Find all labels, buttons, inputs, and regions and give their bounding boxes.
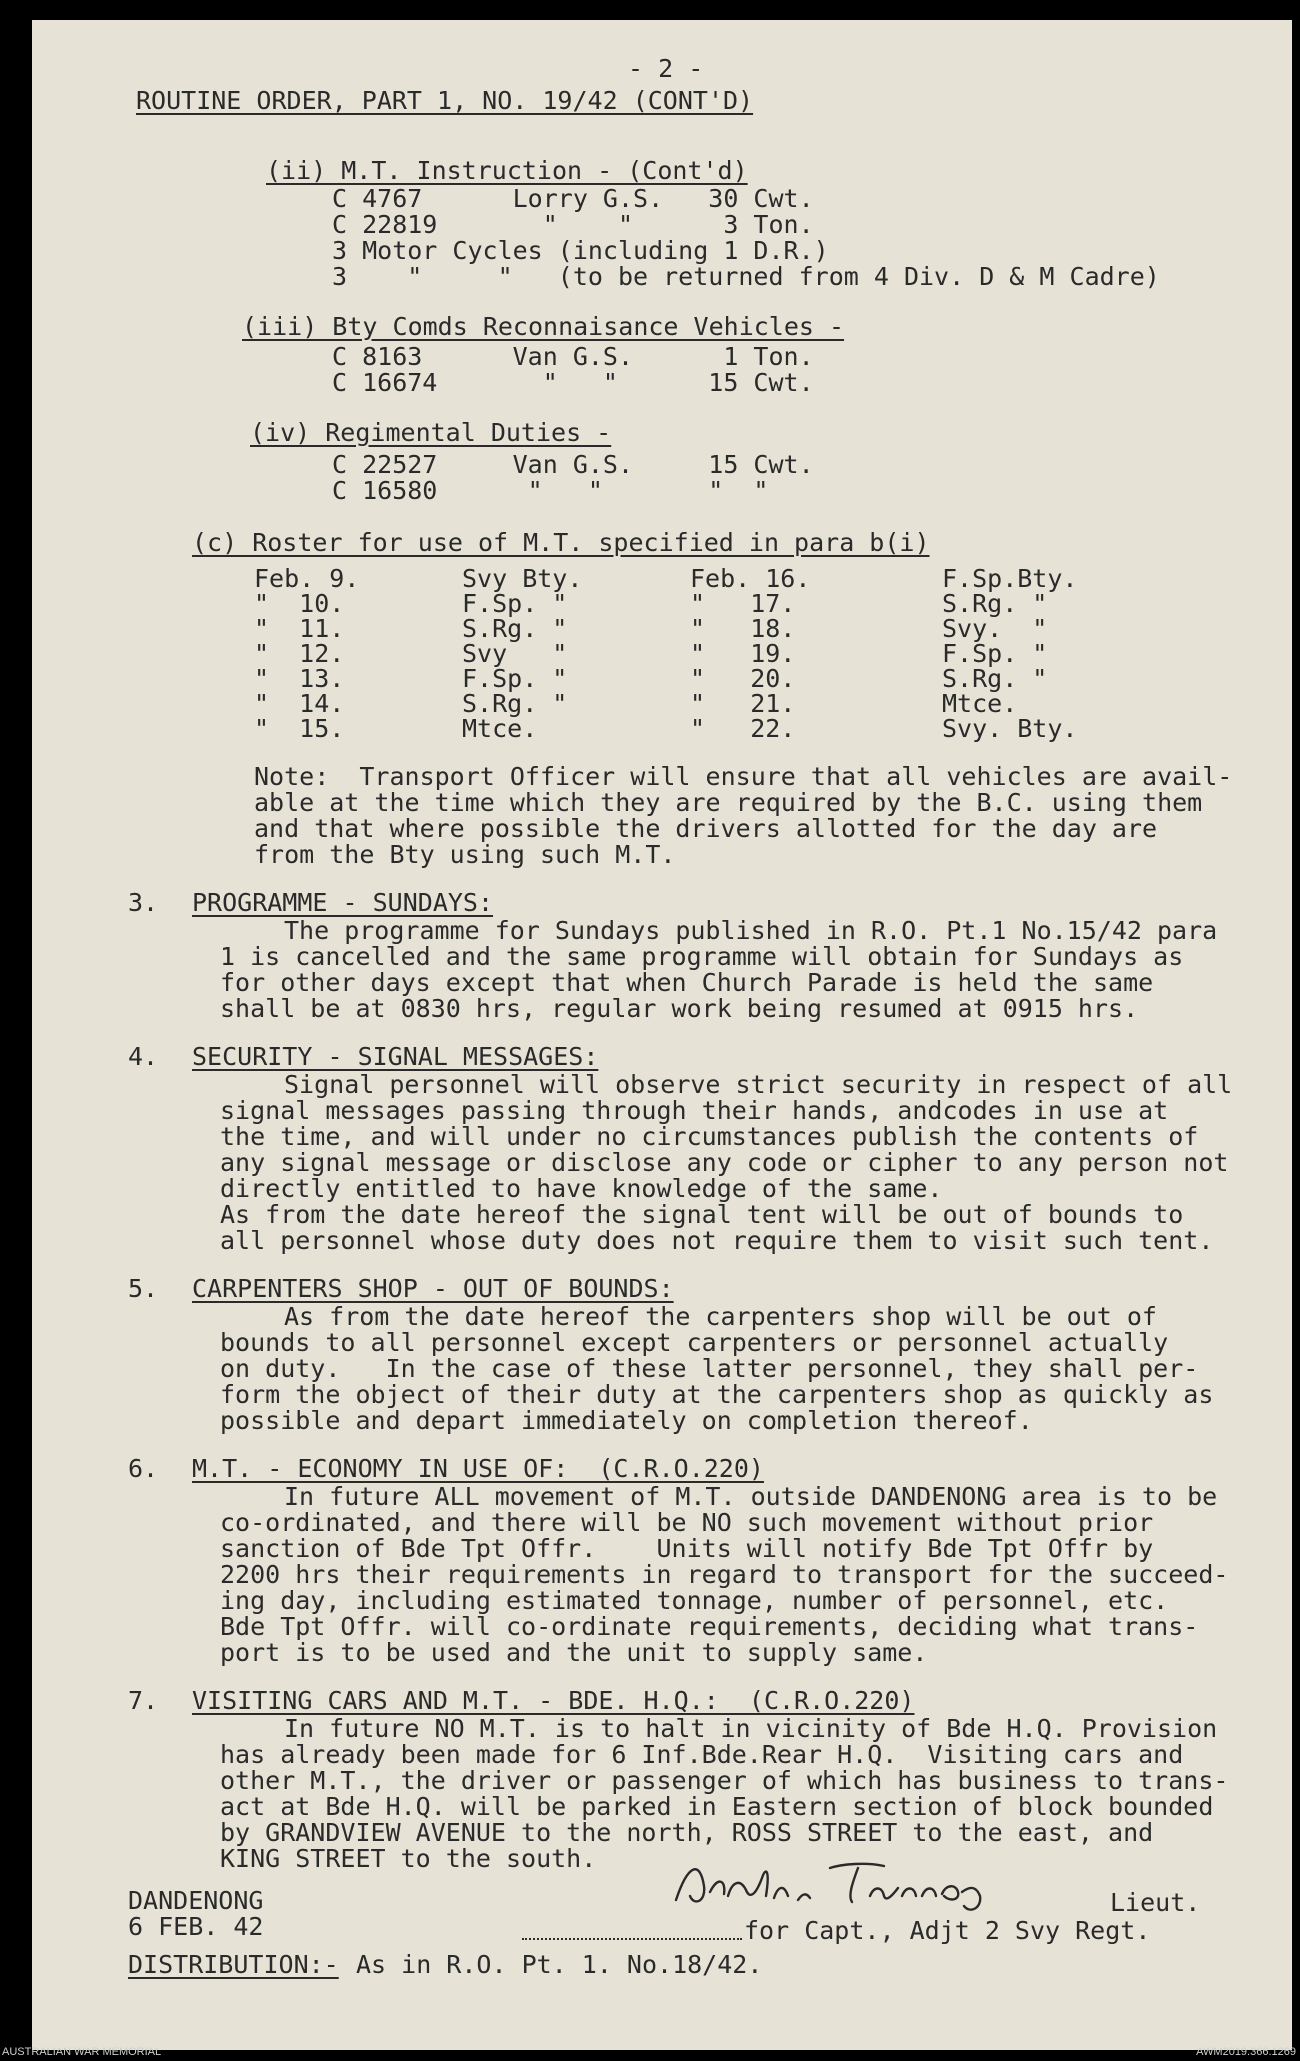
section-line: on duty. In the case of these latter personnel, they shall per- [220,1354,1199,1383]
section-line: 1 is cancelled and the same programme will obtain for Sundays as [220,942,1184,971]
signature [670,1856,1000,1916]
section-line: The programme for Sundays published in R.O. Pt.1 No.15/42 para [284,916,1218,945]
section-line: act at Bde H.Q. will be parked in Eastern section of block bounded [220,1792,1214,1821]
roster-unit: Svy Bty. [462,564,583,593]
mt-row: 3 " " (to be returned from 4 Div. D & M Cadre) [332,262,1160,291]
section-number: 4. [128,1042,159,1071]
section-line: shall be at 0830 hrs, regular work being resumed at 0915 hrs. [220,994,1139,1023]
roster-unit: S.Rg. " [942,664,1048,693]
roster-date: " 12. [254,639,345,668]
roster-unit: F.Sp. " [462,664,568,693]
section-line: has already been made for 6 Inf.Bde.Rear H.Q. Visiting cars and [220,1740,1184,1769]
signatory-for-line: for Capt., Adjt 2 Svy Regt. [744,1916,1151,1945]
section-line: As from the date hereof the carpenters shop will be out of [284,1302,1157,1331]
roster-date: " 13. [254,664,345,693]
archive-reference: AWM2019.366.1269 [1196,2046,1296,2058]
mt-row: 3 Motor Cycles (including 1 D.R.) [332,236,829,265]
section-title: CARPENTERS SHOP - OUT OF BOUNDS: [192,1274,674,1303]
section-line: directly entitled to have knowledge of the same. [220,1174,943,1203]
section-line: signal messages passing through their hands, andcodes in use at [220,1096,1169,1125]
section-number: 6. [128,1454,159,1483]
distribution-value: As in R.O. Pt. 1. No.18/42. [356,1950,763,1979]
roster-date: Feb. 9. [254,564,360,593]
roster-date: " 11. [254,614,345,643]
section-line: co-ordinated, and there will be NO such movement without prior [220,1508,1154,1537]
recon-row: C 16674 " " 15 Cwt. [332,368,814,397]
roster-unit: F.Sp.Bty. [942,564,1078,593]
section-line: any signal message or disclose any code or cipher to any person not [220,1148,1229,1177]
roster-unit: F.Sp. " [462,589,568,618]
section-line: sanction of Bde Tpt Offr. Units will notify Bde Tpt Offr by [220,1534,1154,1563]
document-heading: ROUTINE ORDER, PART 1, NO. 19/42 (CONT'D) [136,86,754,115]
recon-title: (iii) Bty Comds Reconnaisance Vehicles - [242,312,845,341]
signature-line [522,1938,742,1940]
signatory-rank: Lieut. [1110,1888,1201,1917]
section-line: Bde Tpt Offr. will co-ordinate requirements, deciding what trans- [220,1612,1199,1641]
distribution-label: DISTRIBUTION:- [128,1950,339,1979]
regimental-duties-title: (iv) Regimental Duties - [250,418,612,447]
mt-row: C 22819 " " 3 Ton. [332,210,814,239]
section-title: VISITING CARS AND M.T. - BDE. H.Q.: (C.R.O.220) [192,1686,915,1715]
section-line: the time, and will under no circumstances publish the contents of [220,1122,1199,1151]
page-number: - 2 - [628,54,704,83]
roster-date: " 10. [254,589,345,618]
section-title: M.T. - ECONOMY IN USE OF: (C.R.O.220) [192,1454,764,1483]
archive-credit: AUSTRALIAN WAR MEMORIAL [2,2046,162,2058]
roster-unit: Mtce. [942,689,1018,718]
mt-instruction-title: (ii) M.T. Instruction - (Cont'd) [266,156,748,185]
roster-note-line: able at the time which they are required by the B.C. using them [254,788,1203,817]
section-line: by GRANDVIEW AVENUE to the north, ROSS STREET to the east, and [220,1818,1154,1847]
roster-unit: S.Rg. " [462,614,568,643]
roster-date: " 21. [690,689,796,718]
roster-date: " 19. [690,639,796,668]
roster-date: Feb. 16. [690,564,811,593]
roster-title: (c) Roster for use of M.T. specified in para b(i) [192,528,930,557]
mt-row: C 4767 Lorry G.S. 30 Cwt. [332,184,814,213]
roster-date: " 17. [690,589,796,618]
section-title: PROGRAMME - SUNDAYS: [192,888,494,917]
section-line: possible and depart immediately on completion thereof. [220,1406,1033,1435]
roster-unit: Svy " [462,639,568,668]
signature-text: Arthur H. Turney [670,1856,680,1857]
roster-note-line: and that where possible the drivers allotted for the day are [254,814,1158,843]
roster-unit: S.Rg. " [942,589,1048,618]
roster-date: " 14. [254,689,345,718]
recon-row: C 8163 Van G.S. 1 Ton. [332,342,814,371]
roster-note-line: Note: Transport Officer will ensure that all vehicles are avail- [254,762,1233,791]
section-line: In future ALL movement of M.T. outside DANDENONG area is to be [284,1482,1218,1511]
roster-date: " 20. [690,664,796,693]
roster-unit: F.Sp. " [942,639,1048,668]
section-line: bounds to all personnel except carpenters or personnel actually [220,1328,1169,1357]
place: DANDENONG [128,1886,264,1915]
roster-date: " 15. [254,714,345,743]
section-number: 7. [128,1686,159,1715]
section-title: SECURITY - SIGNAL MESSAGES: [192,1042,599,1071]
roster-unit: Mtce. [462,714,538,743]
section-line: form the object of their duty at the carpenters shop as quickly as [220,1380,1214,1409]
regimental-row: C 16580 " " " " [332,476,769,505]
section-line: 2200 hrs their requirements in regard to transport for the succeed- [220,1560,1229,1589]
roster-unit: Svy. Bty. [942,714,1078,743]
roster-unit: S.Rg. " [462,689,568,718]
date: 6 FEB. 42 [128,1912,264,1941]
roster-note-line: from the Bty using such M.T. [254,840,676,869]
section-line: all personnel whose duty does not require them to visit such tent. [220,1226,1214,1255]
roster-date: " 22. [690,714,796,743]
section-number: 3. [128,888,159,917]
section-line: ing day, including estimated tonnage, number of personnel, etc. [220,1586,1169,1615]
section-line: In future NO M.T. is to halt in vicinity of Bde H.Q. Provision [284,1714,1218,1743]
section-line: port is to be used and the unit to supply same. [220,1638,928,1667]
section-line: Signal personnel will observe strict security in respect of all [284,1070,1233,1099]
roster-unit: Svy. " [942,614,1048,643]
roster-date: " 18. [690,614,796,643]
section-number: 5. [128,1274,159,1303]
section-line: for other days except that when Church Parade is held the same [220,968,1154,997]
regimental-row: C 22527 Van G.S. 15 Cwt. [332,450,814,479]
section-line: other M.T., the driver or passenger of which has business to trans- [220,1766,1229,1795]
section-line: As from the date hereof the signal tent will be out of bounds to [220,1200,1184,1229]
section-line: KING STREET to the south. [220,1844,597,1873]
